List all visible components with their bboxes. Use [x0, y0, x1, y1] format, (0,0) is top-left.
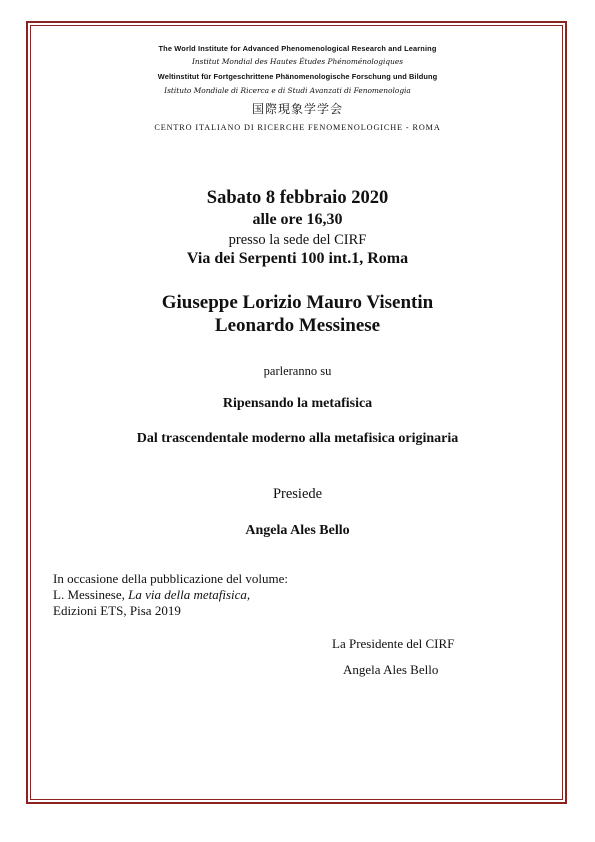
signature-role: La Presidente del CIRF	[332, 636, 455, 651]
institute-name-de: Weltinstitut für Fortgeschrittene Phänomenologische Forschung und Bildung	[157, 72, 438, 81]
inner-border	[30, 25, 563, 800]
speakers-line-2: Leonardo Messinese	[214, 315, 381, 336]
venue-intro: presso la sede del CIRF	[228, 232, 367, 248]
institute-name-ja: 国際現象学学会	[251, 102, 343, 116]
chair-name: Angela Ales Bello	[245, 523, 350, 538]
speakers-line-1: Giuseppe Lorizio Mauro Visentin	[161, 292, 434, 313]
note-line-1: In occasione della pubblicazione del volume:	[53, 571, 288, 586]
book-title: La via della metafisica,	[128, 587, 251, 602]
talk-intro: parleranno su	[263, 364, 332, 378]
note-line-2	[53, 587, 250, 603]
institute-name-it: Istituto Mondiale di Ricerca e di Studi Avanzati di Fenomenologia	[164, 86, 411, 95]
event-address: Via dei Serpenti 100 int.1, Roma	[186, 250, 409, 267]
institute-name-fr: Institut Mondial des Hautes Études Phénoménologiques	[191, 57, 404, 66]
event-date: Sabato 8 febbraio 2020	[206, 188, 389, 208]
note-line-3: Edizioni ETS, Pisa 2019	[53, 603, 181, 618]
talk-subtitle: Dal trascendentale moderno alla metafisica originaria	[136, 431, 459, 446]
chair-label: Presiede	[272, 486, 323, 502]
event-time: alle ore 16,30	[252, 211, 343, 228]
institute-name-en: The World Institute for Advanced Phenomenological Research and Learning	[158, 44, 437, 53]
centro-name: CENTRO ITALIANO DI RICERCHE FENOMENOLOGICHE - ROMA	[154, 123, 441, 132]
talk-title: Ripensando la metafisica	[222, 396, 373, 411]
signature-name: Angela Ales Bello	[343, 662, 439, 677]
book-author: L. Messinese,	[53, 587, 129, 602]
